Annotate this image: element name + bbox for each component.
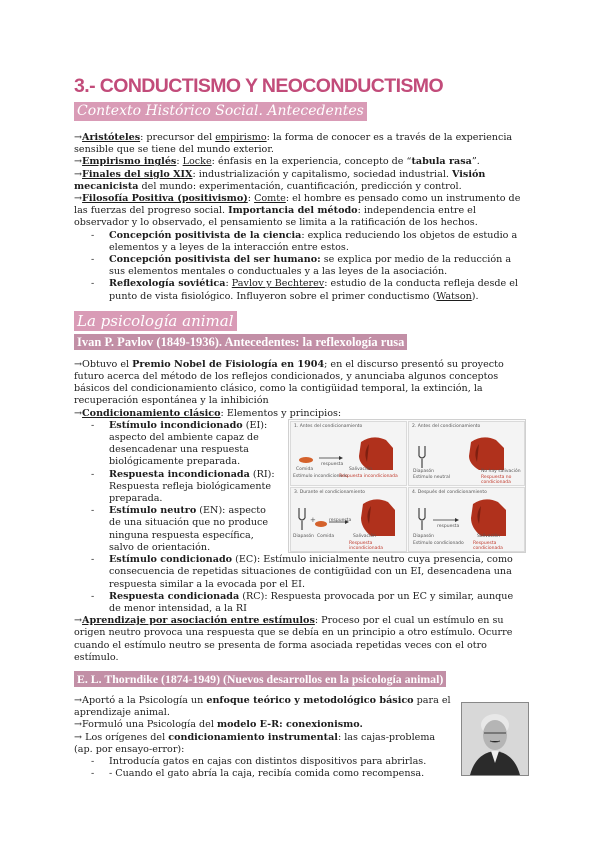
section-subtitle: Contexto Histórico Social. Antecedentes [74, 102, 367, 121]
para-pavlov: →Obtuvo el Premio Nobel de Fisiología en 1904; en el discurso presentó su proyecto futuro acerca del método de los reflejos condicionados, y anunciaba algunos conceptos básicos del condicionamiento clásico, como la contigüidad temporal, la extinción, la recuperación espontánea y la inhibición [74, 358, 504, 407]
list-item: - Estímulo neutro (EN): aspecto de una situación que no produce ninguna respuesta específica, salvo de orientación. [109, 505, 277, 554]
thorndike-list [74, 756, 452, 780]
list-item: - Concepción positivista de la ciencia: explica reduciendo los objetos de estudio a elementos y a leyes de la interacción entre estos. [109, 230, 526, 254]
positivismo-list [74, 230, 526, 303]
thorndike-heading: E. L. Thorndike (1874-1949) (Nuevos desarrollos en la psicología animal) [74, 671, 446, 687]
list-item: - Concepción positivista del ser humano: se explica por medio de la reducción a sus elementos mentales o conductuales y a las leyes de la asociación. [109, 254, 526, 278]
para-thorndike-3: → Los orígenes del condicionamiento instrumental: las cajas-problema (ap. por ensayo-error): [74, 731, 436, 755]
figure-panel-1: 1. Antes del condicionamiento Comida Estímulo incondicionado respuesta Respuesta incondicionada Salivación [290, 421, 407, 486]
para-filosofia: →Filosofía Positiva (positivismo): Comte: el hombre es pensado como un instrumento de las fuerzas del progreso social. Importancia del método: independencia entre el observador y lo observado, el pensamiento se limita a la ratificación de los hechos. [74, 193, 521, 229]
figure-panel-4: 4. Después del condicionamiento respuesta Diapasón Estímulo condicionado Salivación Respuesta condicionada [408, 487, 525, 552]
figure-panel-2: 2. Antes del condicionamiento Diapasón Estímulo neutral No hay salivación Respuesta no condicionada [408, 421, 525, 486]
para-condicionamiento: →Condicionamiento clásico: Elementos y principios: [74, 407, 342, 419]
list-item: - Estímulo incondicionado (EI): aspecto del ambiente capaz de desencadenar una respuesta biológicamente preparada. [109, 420, 284, 469]
portrait-image [462, 703, 528, 775]
section-heading-psicologia-animal: La psicología animal [74, 311, 237, 331]
figure-panel-3: 3. Durante el condicionamiento + Diapasón Comida respuesta Salivación Respuesta incondicionada [290, 487, 407, 552]
para-aristoteles: →Aristóteles: precursor del empirismo: la forma de conocer es a través de la experiencia sensible que se tiene del mundo exterior. [74, 132, 513, 156]
para-finales: →Finales del siglo XIX: industrialización y capitalismo, sociedad industrial. Visión mecanicista del mundo: experimentación, cuantificación, predicción y control. [74, 168, 486, 192]
para-asociacion: →Aprendizaje por asociación entre estímulos: Proceso por el cual un estímulo en su origen neutro provoca una respuesta que se debía en un principio a otro estímulo. Ocurre cuando el estímulo neutro se presenta de forma asociada repetidas veces con el otro estímulo. [74, 615, 513, 663]
antecedentes-block [74, 132, 526, 303]
page-title: 3.- CONDUCTISMO Y NEOCONDUCTISMO [74, 75, 444, 97]
list-item: - Reflexología soviética: Pavlov y Bechterev: estudio de la conducta refleja desde el punto de vista fisiológico. Influyeron sobre el primer conductismo (Watson). [109, 278, 526, 302]
list-item: - Respuesta condicionada (RC): Respuesta provocada por un EC y similar, aunque de menor intensidad, a la RI [109, 591, 526, 615]
list-item: - Estímulo condicionado (EC): Estímulo inicialmente neutro cuya presencia, como consecuencia de repetidas situaciones de contigüidad con un EI, desencadena una respuesta similar a la evocada por el EI. [109, 554, 526, 591]
thorndike-portrait [461, 702, 529, 776]
pavlov-conditioning-figure [288, 419, 526, 553]
para-thorndike-2: →Formuló una Psicología del modelo E-R: conexionismo. [74, 719, 363, 731]
para-thorndike-1: →Aportó a la Psicología un enfoque teórico y metodológico básico para el aprendizaje animal. [74, 694, 451, 719]
list-item: - Respuesta incondicionada (RI): Respuesta refleja biológicamente preparada. [109, 469, 284, 506]
list-item: - Introducía gatos en cajas con distintos dispositivos para abrirlas. [109, 756, 452, 768]
pavlov-heading: Ivan P. Pavlov (1849-1936). Antecedentes: la reflexología rusa [74, 334, 407, 350]
list-item: - - Cuando el gato abría la caja, recibía comida como recompensa. [109, 768, 452, 780]
para-empirismo: →Empirismo inglés: Locke: énfasis en la experiencia, concepto de “tabula rasa”. [74, 156, 480, 168]
